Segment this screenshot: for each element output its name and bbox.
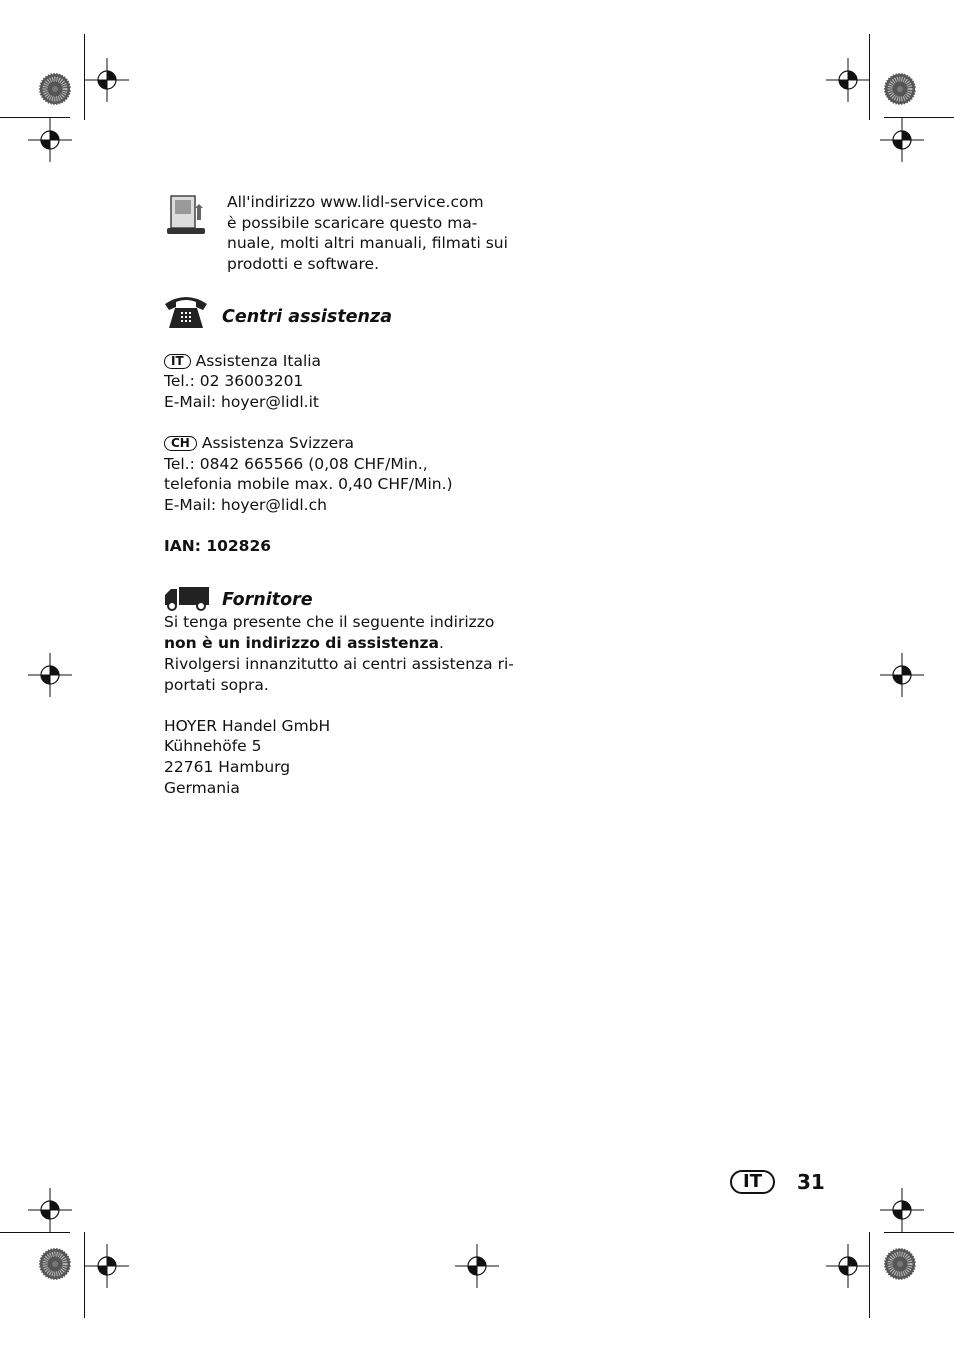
supplier-note-line: portati sopra. [164, 676, 269, 694]
country-badge-ch: CH [164, 436, 197, 451]
crosshair-registration-mark [826, 58, 870, 102]
crosshair-registration-mark [28, 653, 72, 697]
switzerland-service-label [164, 433, 354, 454]
download-note-line: nuale, molti altri manuali, filmati sui [227, 234, 508, 252]
crosshair-registration-mark [880, 1188, 924, 1232]
service-heading: Centri assistenza [222, 307, 393, 327]
italy-service-label [164, 351, 321, 372]
switzerland-phone: Tel.: 0842 665566 (0,08 CHF/Min., [164, 455, 428, 473]
crosshair-registration-mark [880, 118, 924, 162]
supplier-note-line: Si tenga presente che il seguente indirizzo [164, 613, 495, 631]
download-note-line: prodotti e software. [227, 255, 380, 273]
address-line: 22761 Hamburg [164, 758, 291, 776]
italy-email: E-Mail: hoyer@lidl.it [164, 393, 319, 411]
switzerland-email: E-Mail: hoyer@lidl.ch [164, 496, 327, 514]
crop-line [0, 117, 70, 118]
crosshair-registration-mark [826, 1244, 870, 1288]
switzerland-phone-mobile: telefonia mobile max. 0,40 CHF/Min.) [164, 475, 453, 493]
address-line: Kühnehöfe 5 [164, 737, 262, 755]
sunburst-print-mark [883, 72, 917, 106]
crop-line [84, 1232, 85, 1318]
supplier-warning: non è un indirizzo di assistenza [164, 634, 439, 652]
sunburst-print-mark [38, 1247, 72, 1281]
supplier-note-line [164, 633, 444, 654]
crop-line [84, 34, 85, 120]
italy-service-text: Assistenza Italia [195, 352, 322, 370]
crosshair-registration-mark [85, 58, 129, 102]
address-line: Germania [164, 779, 240, 797]
crop-line [869, 1232, 870, 1318]
truck-icon [163, 587, 211, 611]
language-badge: IT [730, 1170, 775, 1194]
sunburst-print-mark [883, 1247, 917, 1281]
download-note-line: è possibile scaricare questo ma- [227, 214, 478, 232]
supplier-note-line: Rivolgersi innanzitutto ai centri assistenza ri- [164, 655, 514, 673]
page-number: 31 [796, 1170, 825, 1194]
page-footer [730, 1170, 825, 1194]
ian-number: IAN: 102826 [164, 537, 272, 555]
telephone-icon [163, 294, 209, 332]
crosshair-registration-mark [28, 118, 72, 162]
switzerland-service-text: Assistenza Svizzera [201, 434, 354, 452]
crop-line [0, 1232, 70, 1233]
crosshair-registration-mark [455, 1244, 499, 1288]
crop-line [884, 1232, 954, 1233]
crosshair-registration-mark [880, 653, 924, 697]
sunburst-print-mark [38, 72, 72, 106]
download-note-line: All'indirizzo www.lidl-service.com [227, 193, 484, 211]
download-manual-icon [165, 194, 211, 238]
supplier-heading: Fornitore [222, 590, 313, 610]
crop-line [869, 34, 870, 120]
crosshair-registration-mark [85, 1244, 129, 1288]
address-line: HOYER Handel GmbH [164, 717, 331, 735]
supplier-warning-period: . [438, 634, 444, 652]
crop-line [884, 117, 954, 118]
italy-phone: Tel.: 02 36003201 [164, 372, 304, 390]
country-badge-it: IT [164, 354, 191, 369]
crosshair-registration-mark [28, 1188, 72, 1232]
